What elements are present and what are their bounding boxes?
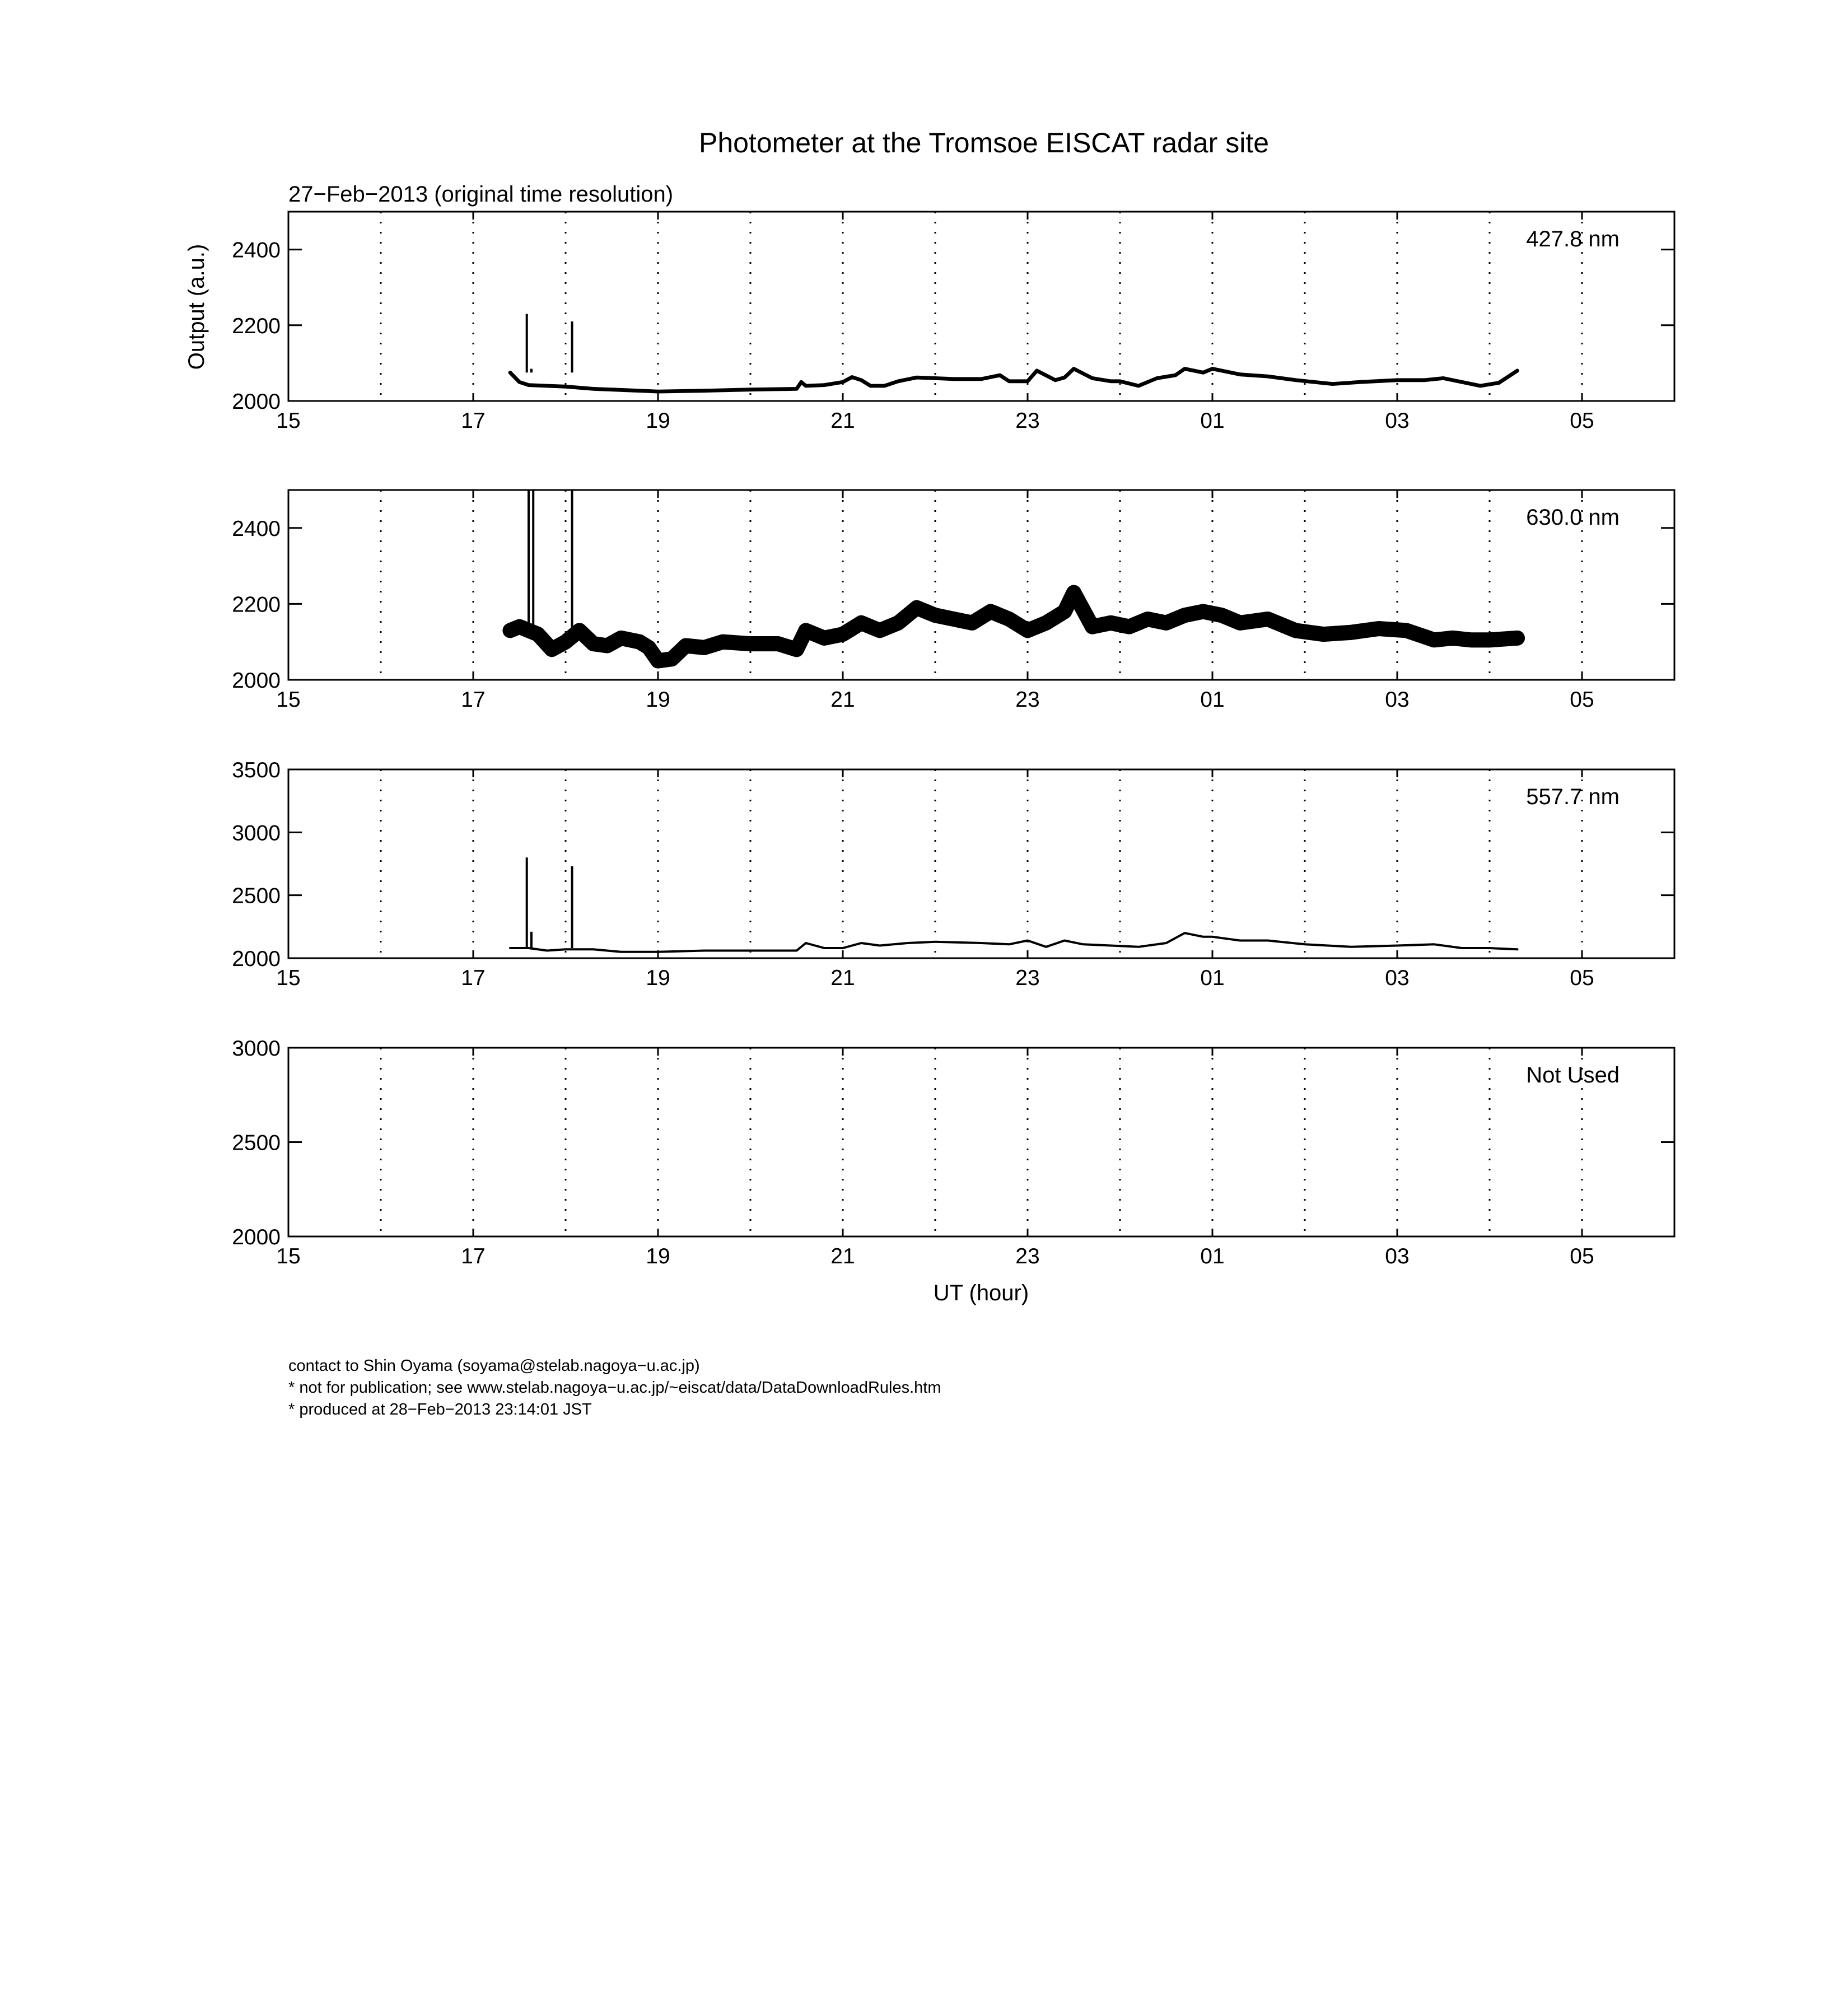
panel-not-used [232,1037,1674,1268]
series-line [510,592,1518,661]
x-tick-label: 17 [461,966,486,990]
x-tick-label: 23 [1015,966,1040,990]
x-tick-label: 03 [1385,409,1410,433]
x-tick-label: 19 [646,1244,670,1268]
x-tick-label: 01 [1200,409,1225,433]
x-tick-label: 03 [1385,1244,1410,1268]
x-tick-label: 19 [646,966,670,990]
panel-wavelength-label: Not Used [1526,1063,1620,1088]
panel-wavelength-label: 557.7 nm [1526,785,1620,809]
y-tick-label: 2200 [232,314,281,338]
x-tick-label: 03 [1385,966,1410,990]
x-tick-label: 01 [1200,1244,1225,1268]
x-tick-label: 21 [830,409,855,433]
y-tick-label: 3000 [232,1037,281,1061]
x-tick-label: 15 [276,966,301,990]
x-tick-label: 17 [461,409,486,433]
panel-427-8nm [232,212,1674,433]
y-tick-label: 2500 [232,1131,281,1155]
x-tick-label: 23 [1015,1244,1040,1268]
x-tick-label: 23 [1015,688,1040,712]
plot-frame [288,769,1674,958]
x-tick-label: 23 [1015,409,1040,433]
panel-wavelength-label: 427.8 nm [1526,227,1620,251]
plot-frame [288,212,1674,401]
x-tick-label: 15 [276,1244,301,1268]
x-tick-label: 21 [830,1244,855,1268]
x-tick-label: 01 [1200,688,1225,712]
x-tick-label: 17 [461,1244,486,1268]
y-tick-label: 2000 [232,669,281,693]
x-tick-label: 05 [1570,1244,1594,1268]
series-line [510,933,1518,952]
y-axis-label: Output (a.u.) [184,244,209,370]
y-tick-label: 2400 [232,516,281,541]
x-tick-label: 19 [646,409,670,433]
figure-title: Photometer at the Tromsoe EISCAT radar site [698,127,1270,158]
figure-subtitle: 27−Feb−2013 (original time resolution) [288,182,674,207]
x-tick-label: 21 [830,966,855,990]
y-tick-label: 2000 [232,390,281,414]
x-tick-label: 03 [1385,688,1410,712]
x-tick-label: 15 [276,688,301,712]
x-tick-label: 15 [276,409,301,433]
y-tick-label: 2000 [232,947,281,971]
footer-produced: * produced at 28−Feb−2013 23:14:01 JST [288,1401,592,1418]
x-tick-label: 05 [1570,409,1594,433]
y-tick-label: 3000 [232,821,281,846]
panel-557-7nm [232,758,1674,990]
x-tick-label: 05 [1570,966,1594,990]
x-tick-label: 05 [1570,688,1594,712]
x-tick-label: 17 [461,688,486,712]
panel-wavelength-label: 630.0 nm [1526,505,1620,530]
footer-rules: * not for publication; see www.stelab.nagoya−u.ac.jp/~eiscat/data/DataDownloadRules.htm [288,1379,941,1397]
series-line [510,369,1518,392]
plot-frame [288,1048,1674,1236]
x-tick-label: 19 [646,688,670,712]
x-tick-label: 01 [1200,966,1225,990]
y-tick-label: 2000 [232,1225,281,1249]
y-tick-label: 2500 [232,884,281,908]
y-tick-label: 2400 [232,238,281,263]
x-axis-label: UT (hour) [933,1281,1029,1305]
x-tick-label: 21 [830,688,855,712]
panel-630-0nm [232,490,1674,712]
plot-frame [288,490,1674,680]
y-tick-label: 2200 [232,592,281,617]
y-tick-label: 3500 [232,758,281,782]
footer-contact: contact to Shin Oyama (soyama@stelab.nagoya−u.ac.jp) [288,1357,700,1375]
